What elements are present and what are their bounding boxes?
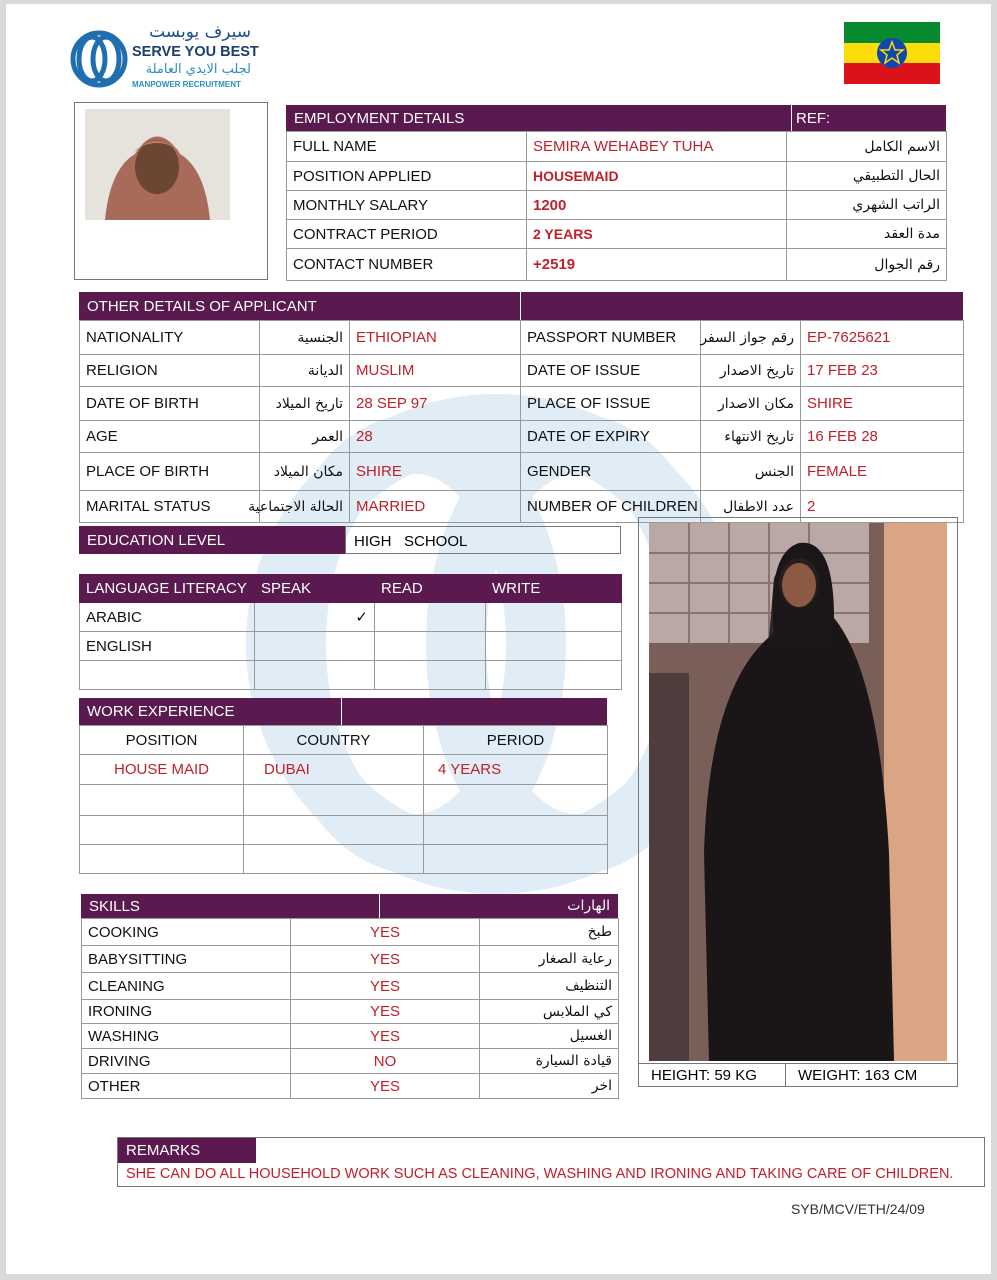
language-row: [80, 603, 622, 632]
row-label-ar: رقم الجوال: [787, 249, 947, 281]
work-position: HOUSE MAID: [80, 755, 244, 785]
employment-row: [287, 191, 947, 220]
document-code: SYB/MCV/ETH/24/09: [791, 1201, 925, 1217]
detail-label: NATIONALITY: [80, 321, 260, 355]
work-title: WORK EXPERIENCE: [87, 703, 235, 720]
detail-label-ar: مكان الميلاد: [260, 453, 350, 491]
language-row: [80, 661, 622, 690]
other-details-title: OTHER DETAILS OF APPLICANT: [87, 297, 317, 315]
detail-label: MARITAL STATUS: [80, 491, 260, 523]
full-body-photo-frame: [638, 517, 958, 1087]
full-name-value: SEMIRA WEHABEY TUHA: [527, 132, 787, 162]
language-name: [80, 661, 255, 690]
row-label-ar: مدة العقد: [787, 220, 947, 249]
remarks-text: SHE CAN DO ALL HOUSEHOLD WORK SUCH AS CLEANING, WASHING AND IRONING AND TAKING CARE OF CHILDREN.: [126, 1166, 954, 1182]
skill-value: YES: [291, 1074, 480, 1099]
detail-label-ar: الجنس: [701, 453, 801, 491]
detail-label: AGE: [80, 421, 260, 453]
work-country: [244, 845, 424, 874]
skill-value: YES: [291, 1000, 480, 1024]
skill-name-ar: الغسيل: [480, 1024, 619, 1049]
work-period: [424, 816, 608, 845]
work-columns-row: [80, 726, 608, 755]
col-header: POSITION: [80, 726, 244, 755]
other-details-header: [79, 292, 963, 320]
passport-photo: [85, 109, 230, 220]
children-value: 2: [801, 491, 964, 523]
skill-row: [82, 1024, 619, 1049]
detail-label-ar: الحالة الاجتماعية: [260, 491, 350, 523]
gender-value: FEMALE: [801, 453, 964, 491]
write-cell: [486, 632, 622, 661]
work-period: [424, 845, 608, 874]
dob-value: 28 SEP 97: [350, 387, 521, 421]
skill-value: NO: [291, 1049, 480, 1074]
skill-name: COOKING: [82, 919, 291, 946]
details-row: [80, 321, 964, 355]
detail-label: DATE OF BIRTH: [80, 387, 260, 421]
age-value: 28: [350, 421, 521, 453]
issue-place-value: SHIRE: [801, 387, 964, 421]
salary-value: 1200: [527, 191, 787, 220]
issue-date-value: 17 FEB 23: [801, 355, 964, 387]
row-label-ar: الحال التطبيقي: [787, 162, 947, 191]
row-label: MONTHLY SALARY: [287, 191, 527, 220]
work-header: [79, 698, 607, 725]
skill-name-ar: قيادة السيارة: [480, 1049, 619, 1074]
passport-photo-frame: [74, 102, 268, 280]
write-cell: [486, 661, 622, 690]
skill-row: [82, 1049, 619, 1074]
language-name: ARABIC: [80, 603, 255, 632]
language-row: [80, 632, 622, 661]
detail-label-ar: تاريخ الانتهاء: [701, 421, 801, 453]
language-table: [79, 574, 622, 690]
detail-label: PLACE OF BIRTH: [80, 453, 260, 491]
detail-label: GENDER: [521, 453, 701, 491]
detail-label: RELIGION: [80, 355, 260, 387]
row-label: POSITION APPLIED: [287, 162, 527, 191]
ethiopia-flag: [844, 22, 940, 84]
employment-title: EMPLOYMENT DETAILS: [294, 109, 465, 127]
read-cell: [375, 632, 486, 661]
logo-rings-icon: [68, 28, 130, 90]
skill-value: YES: [291, 1024, 480, 1049]
birth-place-value: SHIRE: [350, 453, 521, 491]
weight-value: WEIGHT: 163 CM: [798, 1067, 918, 1084]
details-row: [80, 453, 964, 491]
expiry-value: 16 FEB 28: [801, 421, 964, 453]
skill-row: [82, 919, 619, 946]
skill-name: WASHING: [82, 1024, 291, 1049]
work-row: [80, 816, 608, 845]
skill-row: [82, 1074, 619, 1099]
work-position: [80, 816, 244, 845]
skill-name-ar: التنظيف: [480, 973, 619, 1000]
detail-label-ar: تاريخ الاصدار: [701, 355, 801, 387]
height-value: HEIGHT: 59 KG: [639, 1064, 786, 1087]
detail-label-ar: رقم جواز السفر: [701, 321, 801, 355]
employment-row: [287, 162, 947, 191]
company-logo: [68, 22, 259, 94]
employment-row: [287, 249, 947, 281]
work-country: DUBAI: [244, 755, 424, 785]
col-header: LANGUAGE LITERACY: [80, 575, 255, 603]
remarks-box: [117, 1137, 985, 1187]
logo-arabic-sub: لجلب الايدي العاملة: [145, 62, 251, 77]
contract-value: 2 YEARS: [527, 220, 787, 249]
detail-label-ar: مكان الاصدار: [701, 387, 801, 421]
skill-name-ar: اخر: [480, 1074, 619, 1099]
skill-name: IRONING: [82, 1000, 291, 1024]
logo-sub: MANPOWER RECRUITMENT: [132, 80, 241, 89]
marital-value: MARRIED: [350, 491, 521, 523]
skill-row: [82, 1000, 619, 1024]
religion-value: MUSLIM: [350, 355, 521, 387]
details-row: [80, 421, 964, 453]
detail-label: NUMBER OF CHILDREN: [521, 491, 701, 523]
write-cell: [486, 603, 622, 632]
work-position: [80, 845, 244, 874]
skill-name-ar: كي الملابس: [480, 1000, 619, 1024]
read-cell: [375, 603, 486, 632]
skill-row: [82, 973, 619, 1000]
skill-name: BABYSITTING: [82, 946, 291, 973]
detail-label: DATE OF EXPIRY: [521, 421, 701, 453]
col-header: READ: [375, 575, 486, 603]
employment-header: [286, 105, 946, 131]
work-row: [80, 755, 608, 785]
logo-name: SERVE YOU BEST: [132, 44, 259, 60]
skill-value: YES: [291, 946, 480, 973]
skills-table: [81, 918, 619, 1099]
row-label-ar: الراتب الشهري: [787, 191, 947, 220]
language-header-row: [80, 575, 622, 603]
speak-cell: [255, 632, 375, 661]
details-row: [80, 355, 964, 387]
skill-name-ar: رعاية الصغار: [480, 946, 619, 973]
skill-name-ar: طبخ: [480, 919, 619, 946]
position-value: HOUSEMAID: [527, 162, 787, 191]
work-table: [79, 725, 608, 874]
skill-value: YES: [291, 973, 480, 1000]
work-period: [424, 785, 608, 816]
detail-label: DATE OF ISSUE: [521, 355, 701, 387]
col-header: COUNTRY: [244, 726, 424, 755]
nationality-value: ETHIOPIAN: [350, 321, 521, 355]
checkmark-icon: ✓: [255, 603, 375, 632]
work-period: 4 YEARS: [424, 755, 608, 785]
skills-title-ar: الهارات: [567, 898, 610, 914]
detail-label-ar: الجنسية: [260, 321, 350, 355]
speak-cell: [255, 661, 375, 690]
contact-value: +2519: [527, 249, 787, 281]
work-row: [80, 785, 608, 816]
details-row: [80, 387, 964, 421]
remarks-label: REMARKS: [118, 1138, 256, 1163]
col-header: WRITE: [486, 575, 622, 603]
detail-label-ar: العمر: [260, 421, 350, 453]
employment-table: [286, 131, 947, 281]
ref-label: REF:: [796, 109, 831, 127]
detail-label-ar: الديانة: [260, 355, 350, 387]
work-country: [244, 816, 424, 845]
passport-value: EP-7625621: [801, 321, 964, 355]
cv-page: [6, 4, 991, 1274]
skill-row: [82, 946, 619, 973]
education-label: EDUCATION LEVEL: [79, 526, 345, 554]
work-row: [80, 845, 608, 874]
employment-row: [287, 132, 947, 162]
skills-header: [81, 894, 618, 918]
detail-label-ar: عدد الاطفال: [701, 491, 801, 523]
read-cell: [375, 661, 486, 690]
row-label: FULL NAME: [287, 132, 527, 162]
skill-name: CLEANING: [82, 973, 291, 1000]
detail-label: PASSPORT NUMBER: [521, 321, 701, 355]
skill-value: YES: [291, 919, 480, 946]
skill-name: OTHER: [82, 1074, 291, 1099]
detail-label: PLACE OF ISSUE: [521, 387, 701, 421]
language-name: ENGLISH: [80, 632, 255, 661]
education-value: HIGH SCHOOL: [345, 526, 621, 554]
detail-label-ar: تاريخ الميلاد: [260, 387, 350, 421]
other-details-table: [79, 320, 964, 523]
skills-title: SKILLS: [89, 897, 140, 915]
measurements-row: [639, 1063, 957, 1087]
col-header: PERIOD: [424, 726, 608, 755]
logo-arabic: سيرف يوبست: [149, 22, 251, 42]
employment-row: [287, 220, 947, 249]
full-body-photo: [649, 523, 947, 1061]
row-label: CONTACT NUMBER: [287, 249, 527, 281]
work-position: [80, 785, 244, 816]
row-label: CONTRACT PERIOD: [287, 220, 527, 249]
col-header: SPEAK: [255, 575, 375, 603]
skill-name: DRIVING: [82, 1049, 291, 1074]
work-country: [244, 785, 424, 816]
row-label-ar: الاسم الكامل: [787, 132, 947, 162]
